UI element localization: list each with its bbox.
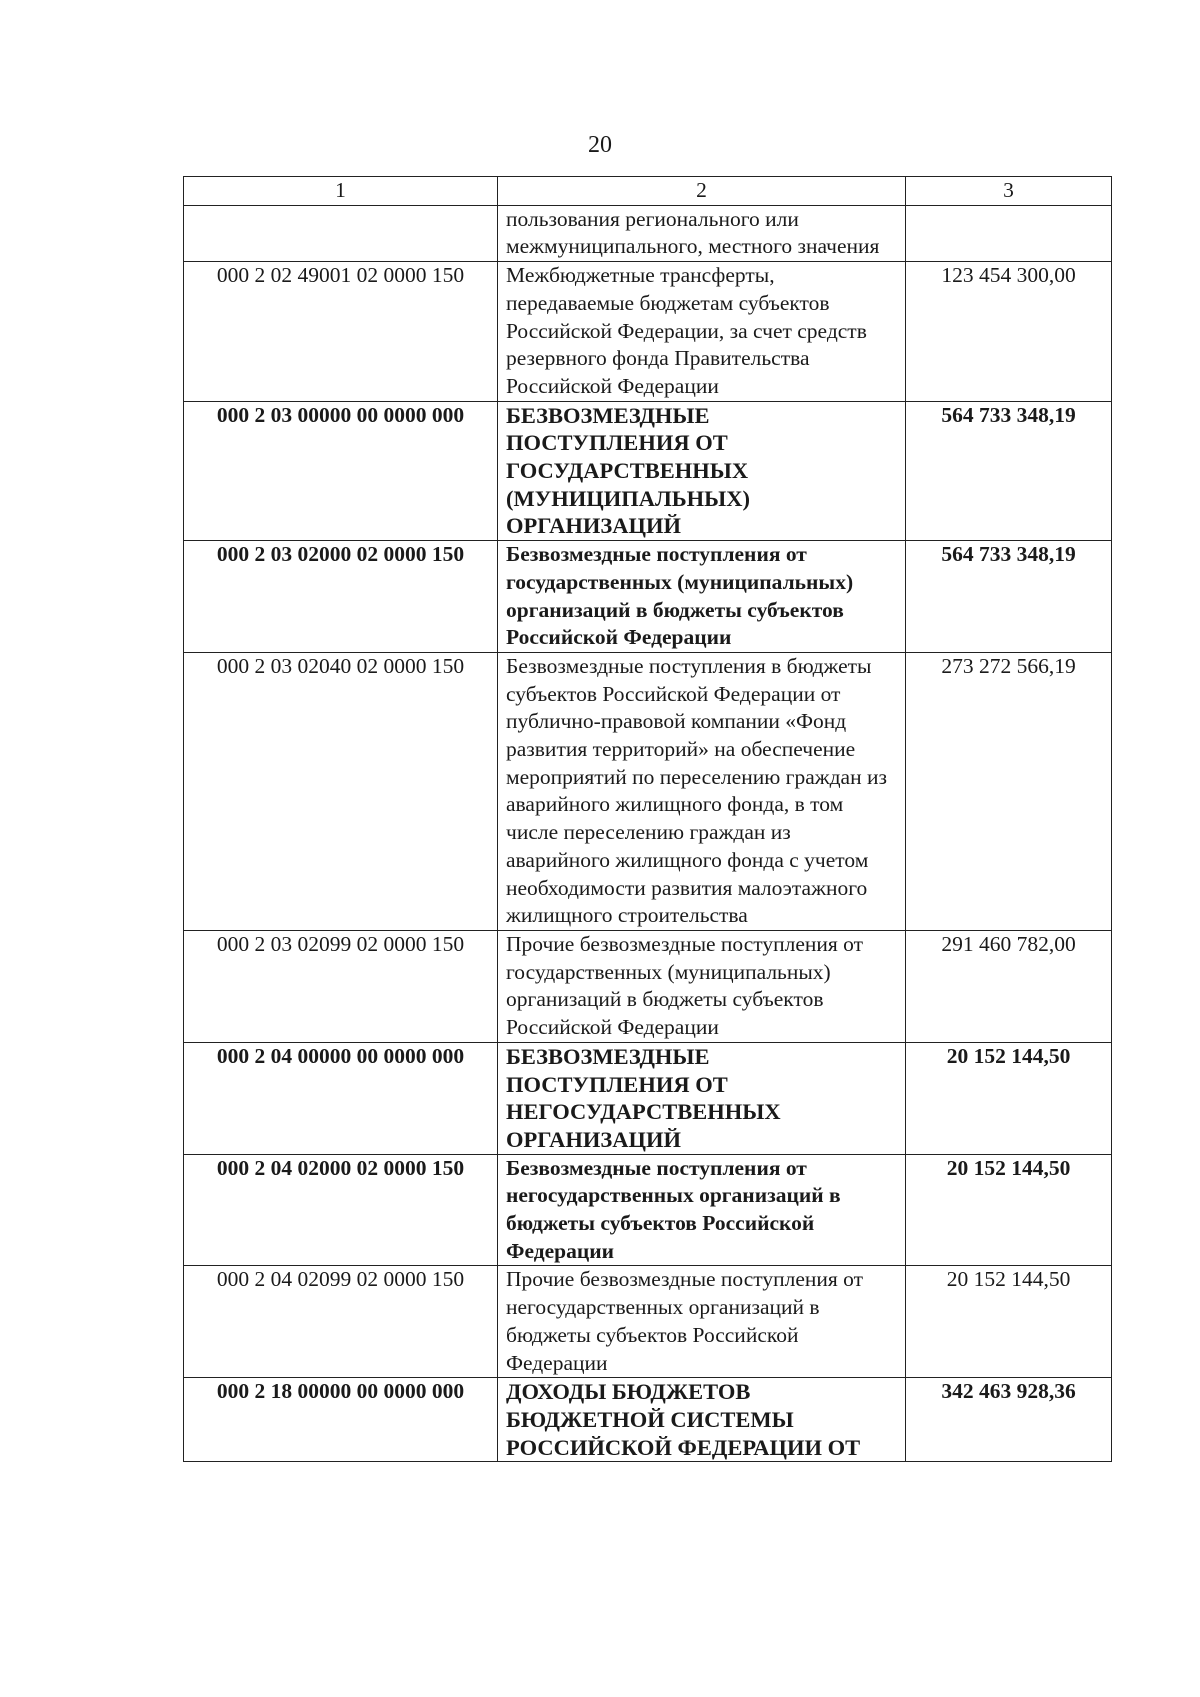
row-amount: 20 152 144,50 [906, 1266, 1112, 1378]
table-header-row [184, 177, 1112, 206]
table-row [184, 401, 1112, 541]
table-row [184, 1266, 1112, 1378]
row-name: Межбюджетные трансферты, передаваемые бюджетам субъектов Российской Федерации, за счет средств резервного фонда Правительства Российской Федерации [498, 262, 906, 402]
row-amount: 273 272 566,19 [906, 652, 1112, 930]
row-name: Прочие безвозмездные поступления от негосударственных организаций в бюджеты субъектов Российской Федерации [498, 1266, 906, 1378]
table-row [184, 541, 1112, 653]
table-row [184, 205, 1112, 261]
page-number: 20 [588, 132, 612, 158]
row-code: 000 2 04 00000 00 0000 000 [184, 1042, 498, 1154]
row-code: 000 2 04 02099 02 0000 150 [184, 1266, 498, 1378]
row-code: 000 2 18 00000 00 0000 000 [184, 1378, 498, 1462]
row-name: Безвозмездные поступления в бюджеты субъектов Российской Федерации от публично-правовой компании «Фонд развития территорий» на обеспечение мероприятий по переселению граждан из аварийного жилищного фонда, в том числе переселению граждан из аварийного жилищного фонда с учетом необходимости развития малоэтажного жилищного строительства [498, 652, 906, 930]
row-amount: 20 152 144,50 [906, 1154, 1112, 1266]
row-name: ДОХОДЫ БЮДЖЕТОВ БЮДЖЕТНОЙ СИСТЕМЫ РОССИЙСКОЙ ФЕДЕРАЦИИ ОТ [498, 1378, 906, 1462]
table-row [184, 1378, 1112, 1462]
table-row [184, 1154, 1112, 1266]
row-amount: 20 152 144,50 [906, 1042, 1112, 1154]
row-name: Прочие безвозмездные поступления от государственных (муниципальных) организаций в бюджеты субъектов Российской Федерации [498, 930, 906, 1042]
table-row [184, 1042, 1112, 1154]
row-name: пользования регионального или межмуниципального, местного значения [498, 205, 906, 261]
row-name: Безвозмездные поступления от государственных (муниципальных) организаций в бюджеты субъектов Российской Федерации [498, 541, 906, 653]
row-code: 000 2 04 02000 02 0000 150 [184, 1154, 498, 1266]
row-amount: 291 460 782,00 [906, 930, 1112, 1042]
row-amount: 564 733 348,19 [906, 401, 1112, 541]
table-row [184, 652, 1112, 930]
budget-revenue-table [183, 176, 1112, 1462]
row-code: 000 2 03 02000 02 0000 150 [184, 541, 498, 653]
row-amount: 123 454 300,00 [906, 262, 1112, 402]
table-row [184, 930, 1112, 1042]
row-amount: 564 733 348,19 [906, 541, 1112, 653]
row-name: БЕЗВОЗМЕЗДНЫЕ ПОСТУПЛЕНИЯ ОТ НЕГОСУДАРСТВЕННЫХ ОРГАНИЗАЦИЙ [498, 1042, 906, 1154]
column-header-name: 2 [498, 177, 906, 206]
column-header-code: 1 [184, 177, 498, 206]
row-code: 000 2 03 02099 02 0000 150 [184, 930, 498, 1042]
row-code: 000 2 03 00000 00 0000 000 [184, 401, 498, 541]
row-amount: 342 463 928,36 [906, 1378, 1112, 1462]
row-code: 000 2 03 02040 02 0000 150 [184, 652, 498, 930]
table-row [184, 262, 1112, 402]
row-code [184, 205, 498, 261]
row-name: Безвозмездные поступления от негосударственных организаций в бюджеты субъектов Российской Федерации [498, 1154, 906, 1266]
row-code: 000 2 02 49001 02 0000 150 [184, 262, 498, 402]
column-header-amount: 3 [906, 177, 1112, 206]
row-name: БЕЗВОЗМЕЗДНЫЕ ПОСТУПЛЕНИЯ ОТ ГОСУДАРСТВЕННЫХ (МУНИЦИПАЛЬНЫХ) ОРГАНИЗАЦИЙ [498, 401, 906, 541]
row-amount [906, 205, 1112, 261]
